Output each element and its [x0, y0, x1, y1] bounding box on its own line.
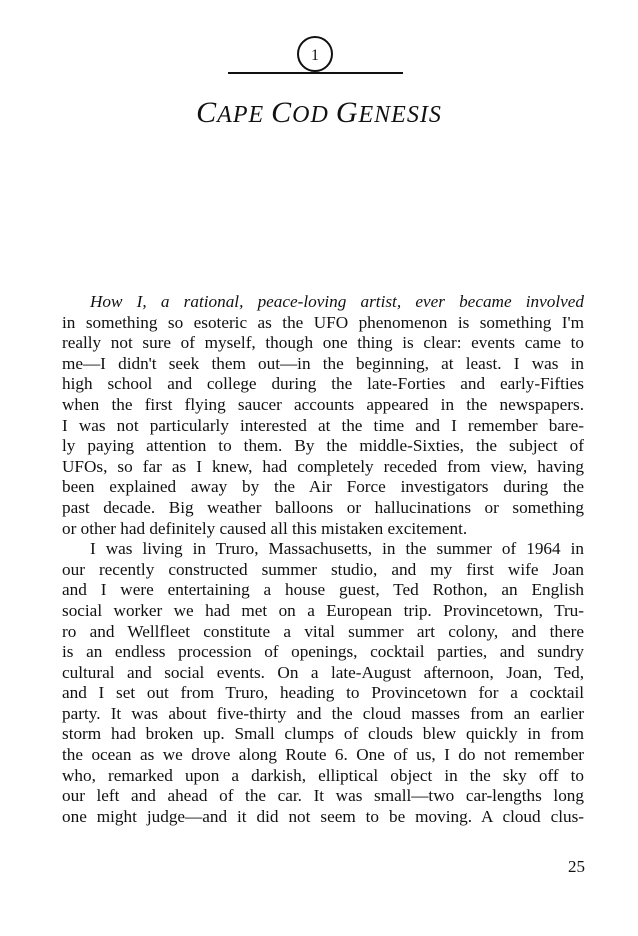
- body-line: high school and college during the late-Forties and early-Fifties: [62, 374, 584, 394]
- body-line: or other had definitely caused all this mistaken excitement.: [62, 518, 468, 538]
- chapter-title-word: COD: [271, 96, 329, 129]
- body-line: and I set out from Truro, heading to Provincetown for a cocktail: [62, 683, 584, 703]
- chapter-number: 1: [311, 47, 319, 64]
- body-line: past decade. Big weather balloons or hallucinations or something: [62, 497, 584, 517]
- page-number: 25: [568, 857, 585, 876]
- body-line: who, remarked upon a darkish, elliptical object in the sky off to: [62, 765, 584, 785]
- body-line: one might judge—and it did not seem to be moving. A cloud clus-: [62, 806, 584, 826]
- body-line: storm had broken up. Small clumps of clouds blew quickly in from: [62, 724, 584, 744]
- chapter-body: [62, 292, 584, 827]
- paragraph-1: [62, 292, 584, 539]
- body-line: UFOs, so far as I knew, had completely receded from view, having: [62, 456, 584, 476]
- body-line: our left and ahead of the car. It was small—two car-lengths long: [62, 786, 584, 806]
- body-line: is an endless procession of openings, cocktail parties, and sundry: [62, 642, 584, 662]
- body-line: ly paying attention to them. By the middle-Sixties, the subject of: [62, 436, 584, 456]
- body-line: cultural and social events. On a late-August afternoon, Joan, Ted,: [62, 662, 584, 682]
- body-line: party. It was about five-thirty and the cloud masses from an earlier: [62, 703, 584, 723]
- body-line: How I, a rational, peace-loving artist, ever became involved: [90, 292, 584, 311]
- body-line: been explained away by the Air Force investigators during the: [62, 477, 584, 497]
- paragraph-2: [62, 539, 584, 827]
- chapter-title-word: GENESIS: [335, 96, 442, 129]
- body-line: social worker we had met on a European trip. Provincetown, Tru-: [62, 600, 584, 620]
- body-line: really not sure of myself, though one thing is clear: events came to: [62, 333, 584, 353]
- chapter-title: [0, 98, 638, 128]
- body-line: the ocean as we drove along Route 6. One of us, I do not remember: [62, 745, 584, 765]
- body-line: I was not particularly interested at the time and I remember bare-: [62, 415, 584, 435]
- body-line: ro and Wellfleet constitute a vital summer art colony, and there: [62, 621, 584, 641]
- chapter-header: [0, 0, 638, 140]
- body-line: in something so esoteric as the UFO phenomenon is something I'm: [62, 312, 584, 332]
- body-line: our recently constructed summer studio, and my first wife Joan: [62, 559, 584, 579]
- body-line: me—I didn't seek them out—in the beginning, at least. I was in: [62, 353, 584, 373]
- chapter-title-word: CAPE: [196, 96, 265, 129]
- body-line: I was living in Truro, Massachusetts, in the summer of 1964 in: [90, 539, 584, 559]
- body-line: and I were entertaining a house guest, Ted Rothon, an English: [62, 580, 584, 600]
- body-line: when the first flying saucer accounts appeared in the newspapers.: [62, 394, 584, 414]
- chapter-number-ornament: [228, 32, 403, 77]
